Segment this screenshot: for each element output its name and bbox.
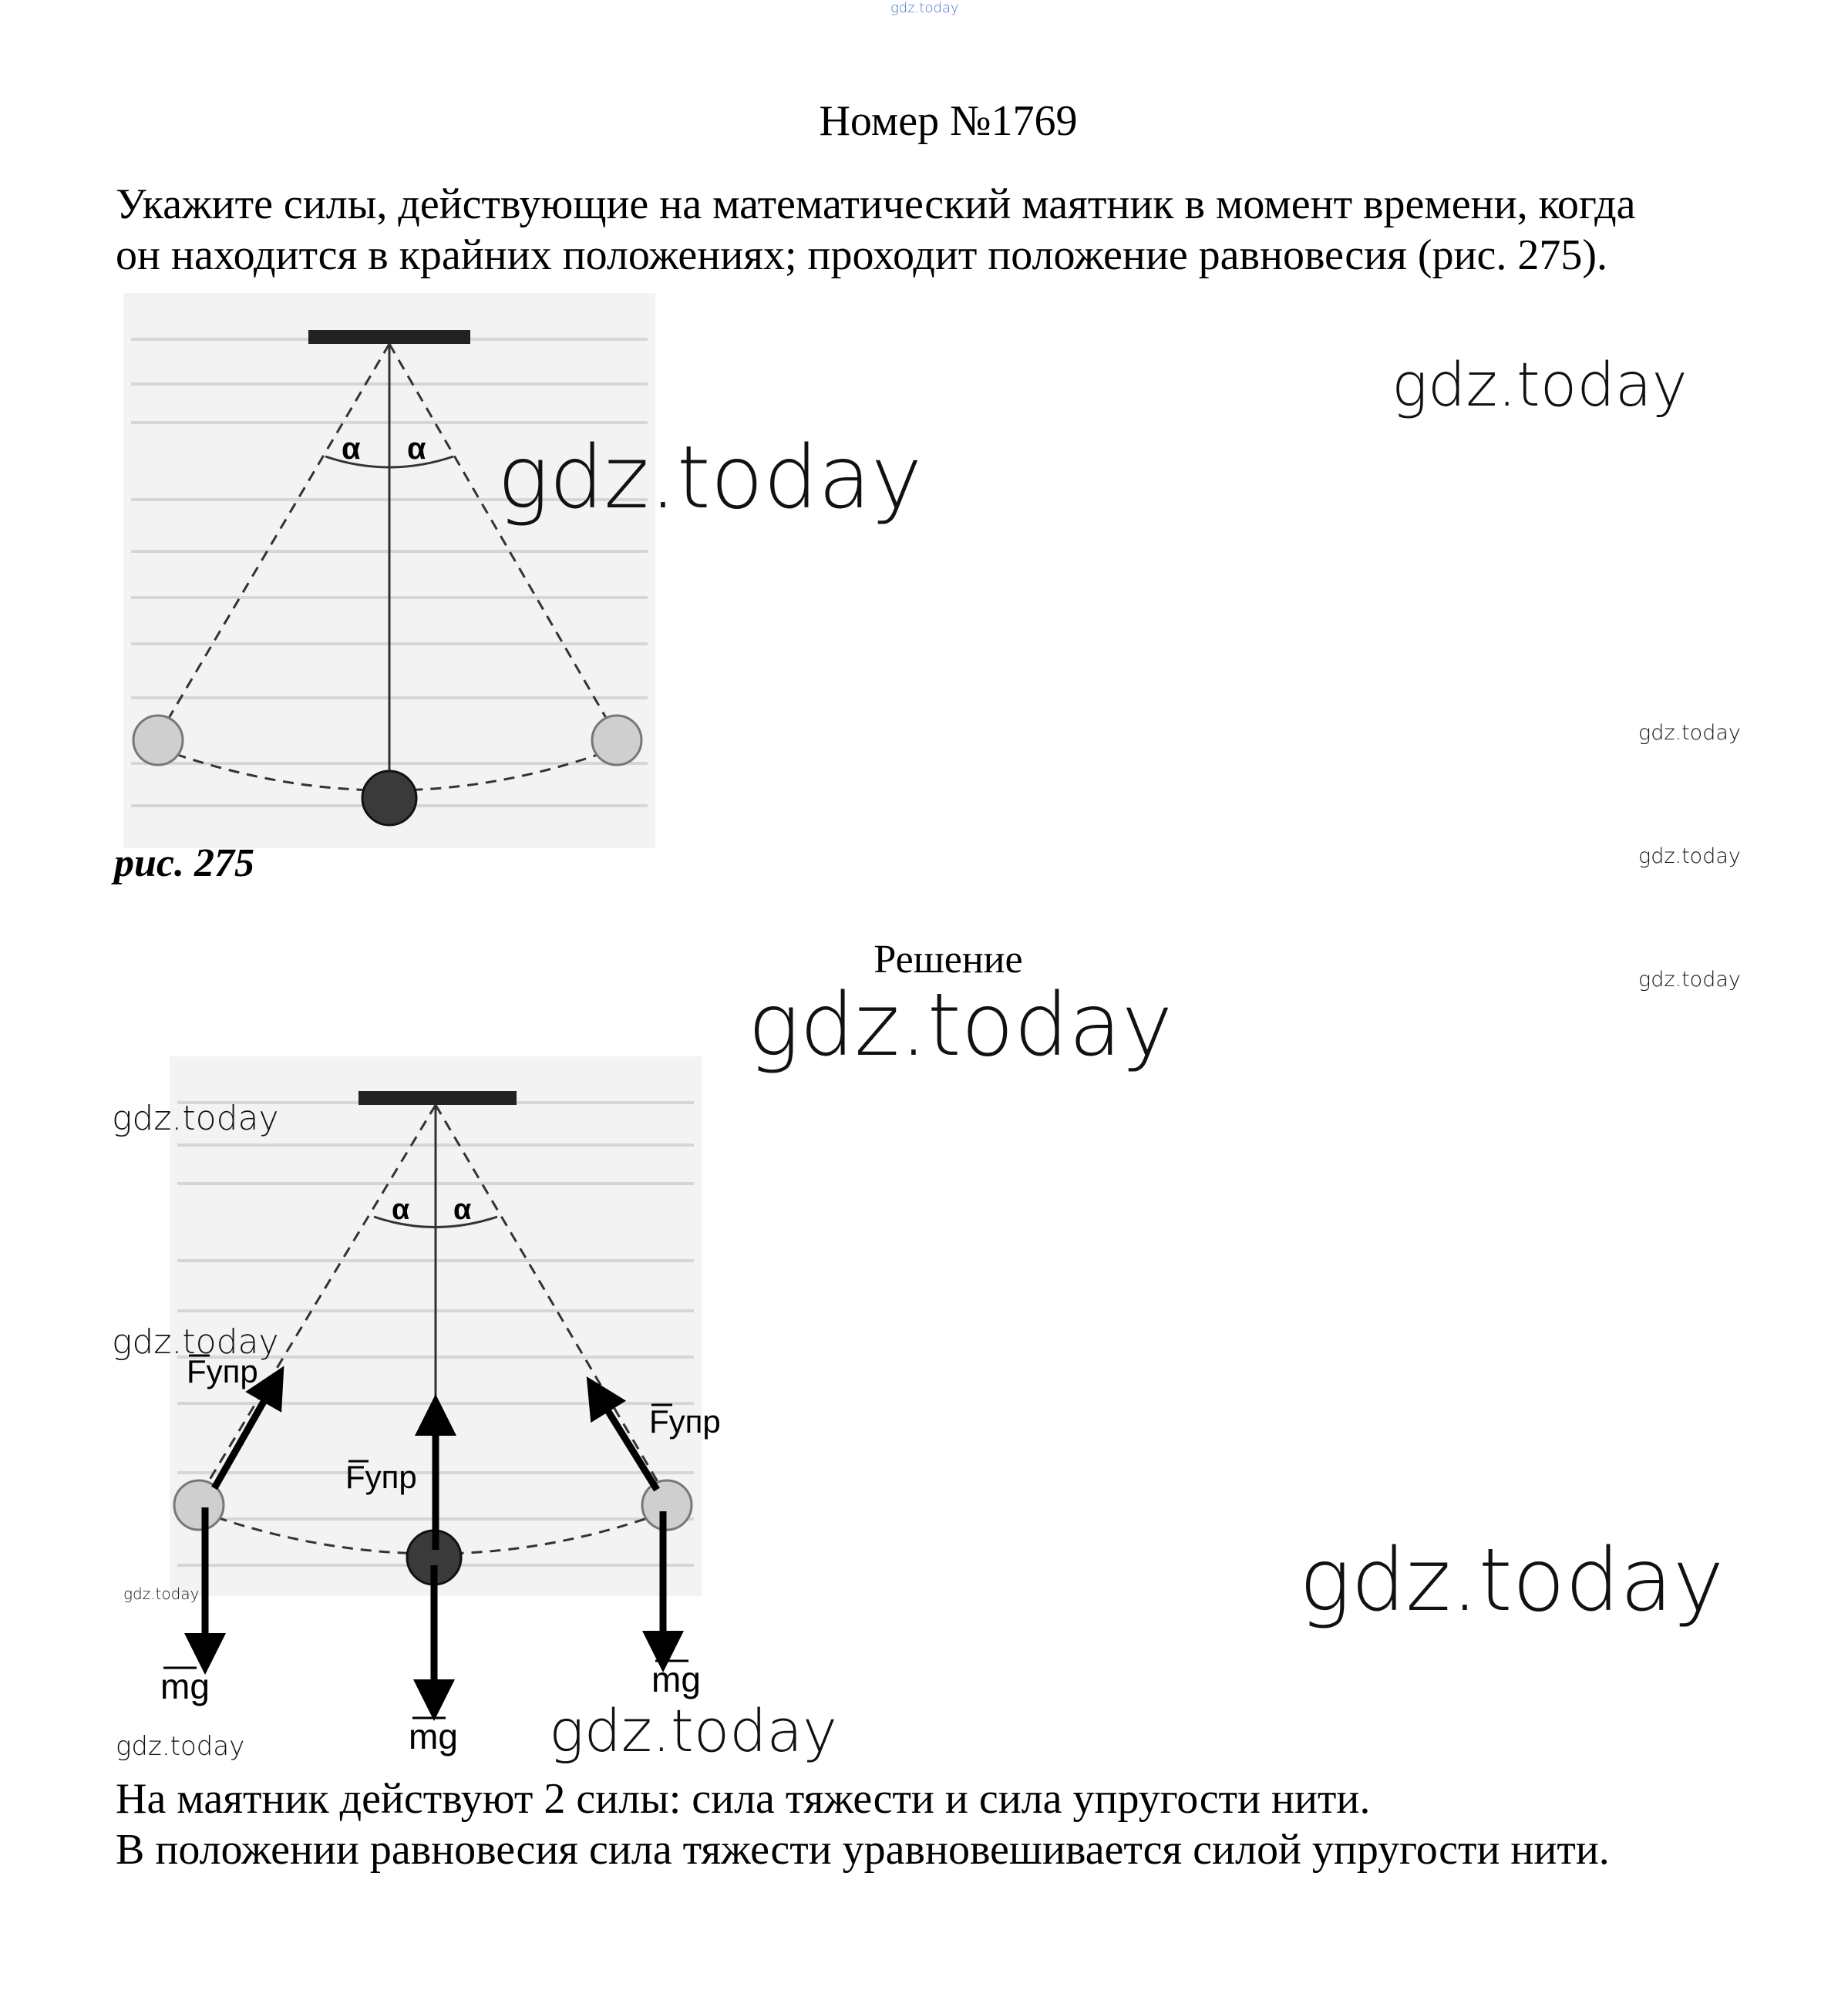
- top-watermark: gdz.today: [890, 0, 959, 16]
- angle-label-right: α: [407, 432, 426, 466]
- answer-text: [116, 1773, 1610, 1875]
- watermark: gdz.today: [497, 428, 923, 528]
- task-line-2: он находится в крайних положениях; проходит положение равновесия (рис. 275).: [116, 231, 1608, 279]
- watermark: gdz.today: [112, 1322, 279, 1362]
- pendulum-diagram: [123, 293, 655, 848]
- pendulum-figure: [123, 293, 655, 848]
- bob-left: [133, 716, 183, 765]
- task-text: [116, 179, 1781, 281]
- watermark: gdz.today: [1638, 968, 1741, 992]
- thread-left: [158, 344, 389, 736]
- watermark: gdz.today: [1299, 1531, 1725, 1631]
- elastic-force-arrow-right: [597, 1394, 657, 1490]
- thread-right: [389, 344, 617, 736]
- gravity-label-center: mg: [409, 1716, 458, 1756]
- forces-diagram: [154, 1056, 709, 1735]
- pendulum-suspension: [308, 330, 470, 344]
- bob-center: [362, 771, 416, 825]
- thread-left: [199, 1105, 436, 1497]
- elastic-force-label-center: Fупр: [345, 1459, 417, 1495]
- figure-caption: рис. 275: [114, 841, 254, 885]
- pendulum-suspension: [358, 1091, 517, 1105]
- gravity-label-right: mg: [651, 1659, 701, 1699]
- watermark: gdz.today: [112, 1099, 279, 1138]
- answer-line-1: На маятник действуют 2 силы: сила тяжести и сила упругости нити.: [116, 1775, 1371, 1823]
- solution-heading: Решение: [874, 938, 1023, 982]
- bob-right: [642, 1480, 692, 1530]
- watermark: gdz.today: [123, 1585, 200, 1603]
- problem-title: Номер №1769: [819, 97, 1078, 145]
- angle-label-left: α: [392, 1194, 410, 1226]
- answer-line-2: В положении равновесия сила тяжести уравновешивается силой упругости нити.: [116, 1826, 1610, 1874]
- angle-label-right: α: [453, 1194, 472, 1226]
- watermark: gdz.today: [748, 975, 1173, 1076]
- watermark: gdz.today: [1638, 721, 1741, 745]
- watermark: gdz.today: [1638, 844, 1741, 868]
- angle-label-left: α: [342, 432, 361, 466]
- thread-right: [436, 1105, 667, 1497]
- watermark: gdz.today: [1392, 351, 1688, 420]
- elastic-force-label-right: Fупр: [649, 1403, 721, 1440]
- watermark: gdz.today: [116, 1731, 245, 1762]
- watermark: gdz.today: [549, 1696, 837, 1765]
- gravity-label-left: mg: [160, 1666, 210, 1706]
- task-line-1: Укажите силы, действующие на математический маятник в момент времени, когда: [116, 180, 1636, 228]
- bob-right: [592, 716, 641, 765]
- elastic-force-label-left: Fупр: [187, 1353, 258, 1389]
